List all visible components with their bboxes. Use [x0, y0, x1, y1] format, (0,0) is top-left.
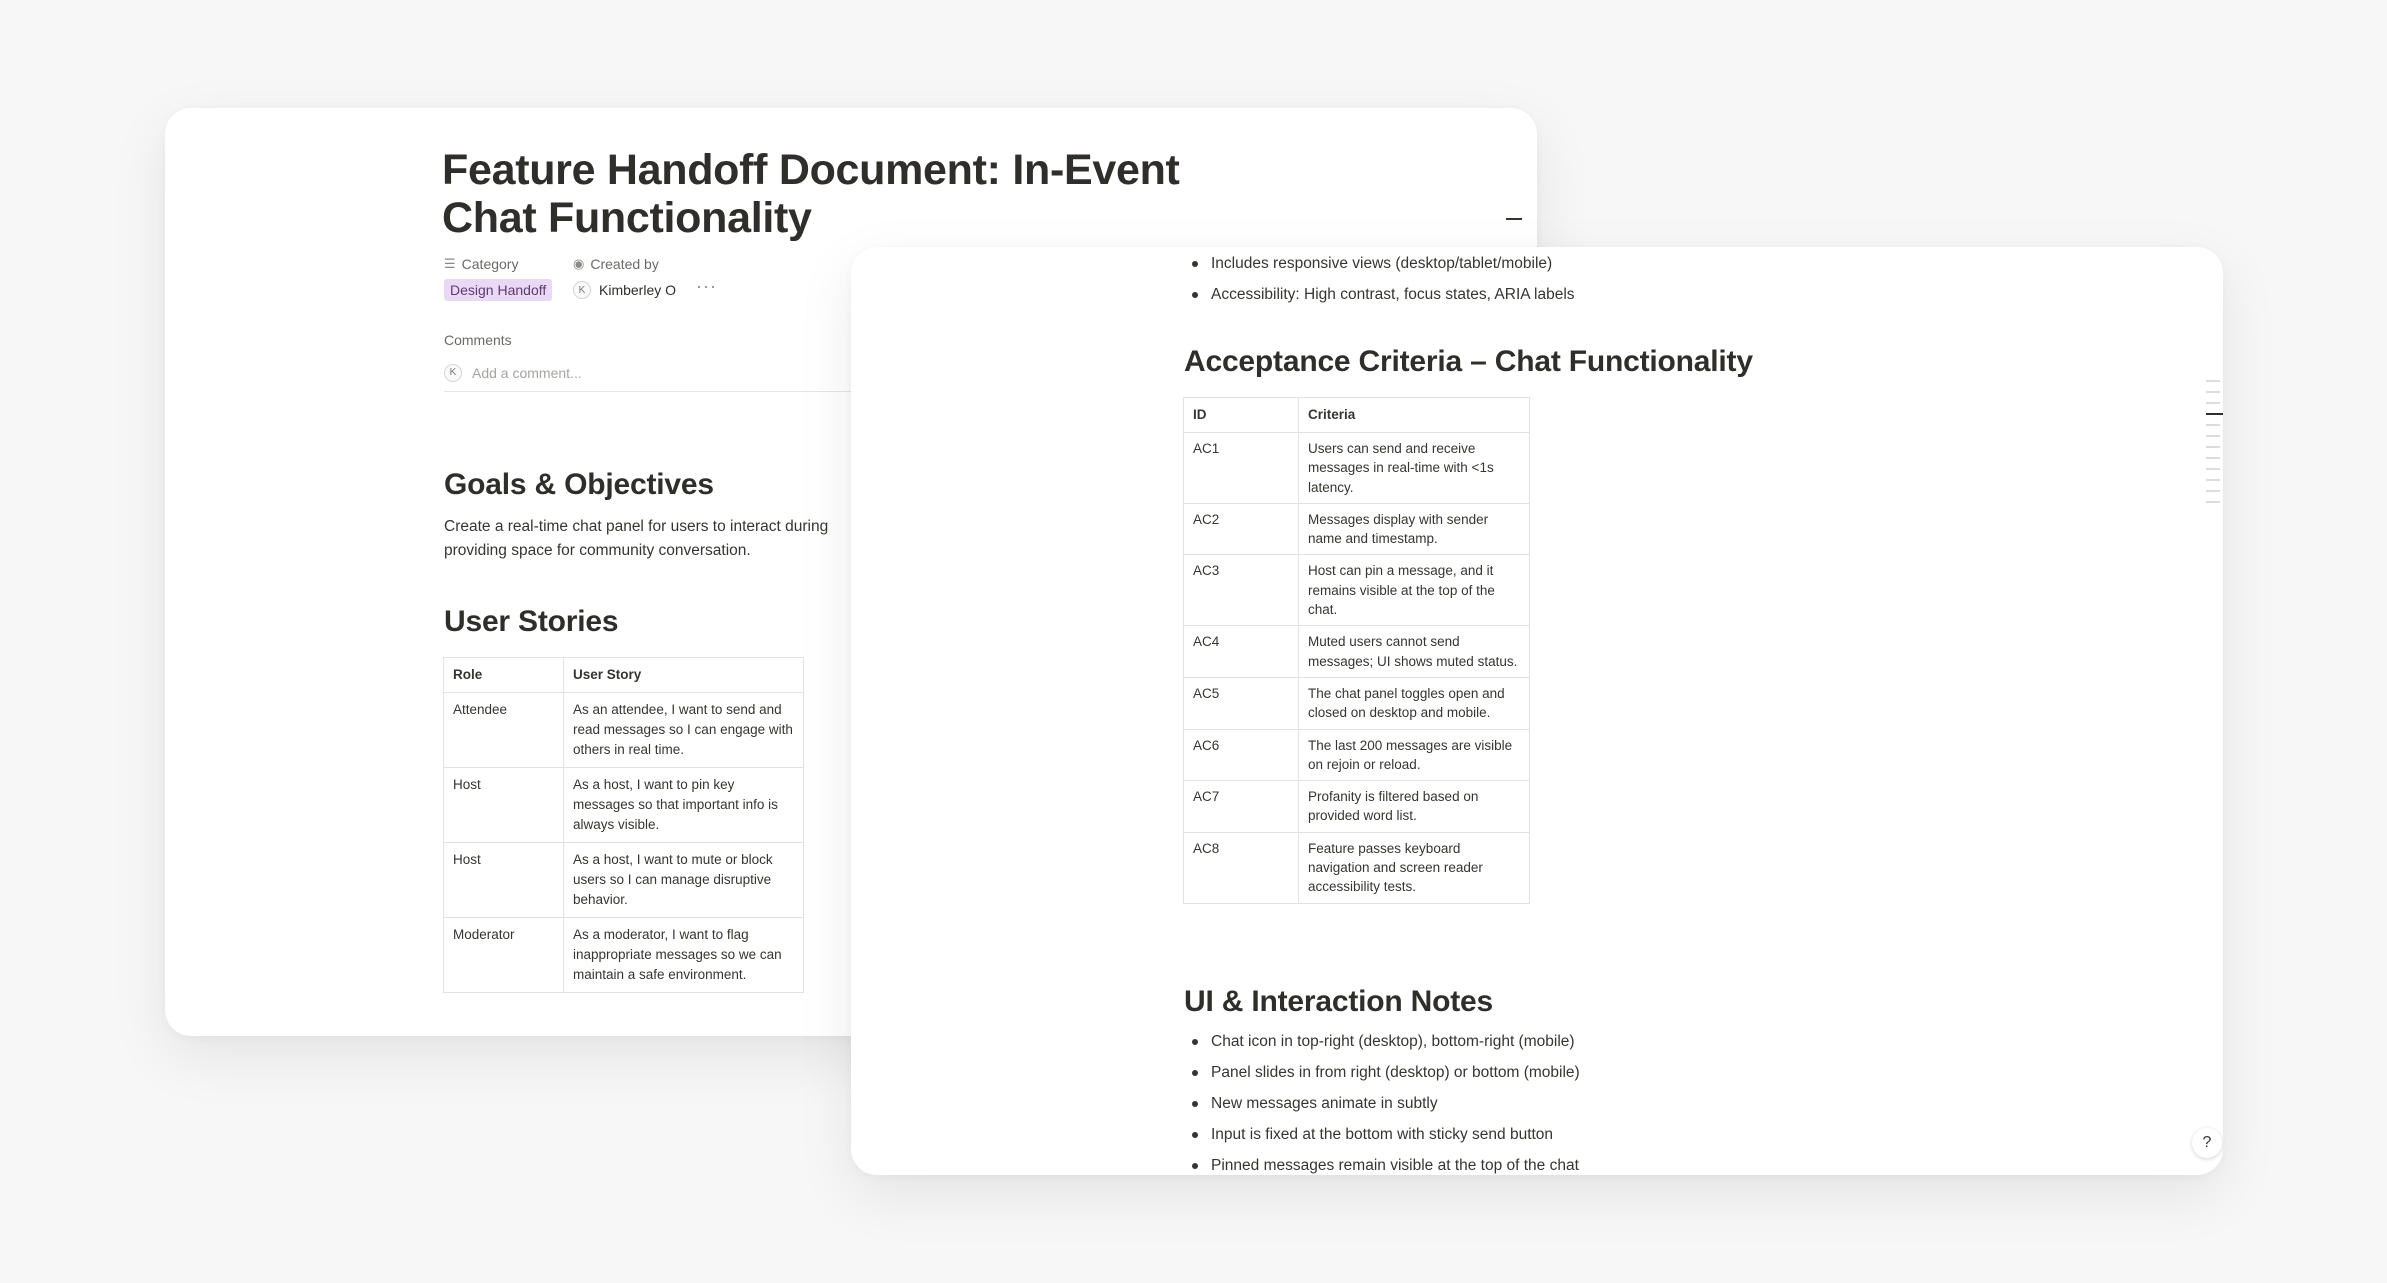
ui-notes-list — [1184, 1032, 1580, 1175]
id-cell: AC6 — [1184, 729, 1299, 781]
acceptance-criteria-table — [1183, 397, 1530, 904]
criteria-cell: Muted users cannot send messages; UI shows muted status. — [1299, 626, 1530, 678]
table-row — [1184, 729, 1530, 781]
comments-label: Comments — [444, 332, 512, 348]
criteria-cell: Users can send and receive messages in real-time with <1s latency. — [1299, 433, 1530, 504]
role-cell: Moderator — [444, 918, 564, 993]
toc-line[interactable] — [2206, 468, 2220, 470]
toc-line[interactable] — [2206, 446, 2220, 448]
help-icon: ? — [2202, 1134, 2212, 1151]
help-button[interactable] — [2192, 1128, 2222, 1158]
id-cell: AC5 — [1184, 677, 1299, 729]
toc-line[interactable] — [2206, 435, 2220, 437]
criteria-cell: Host can pin a message, and it remains visible at the top of the chat. — [1299, 555, 1530, 626]
responsive-bullet-list — [1184, 254, 1575, 316]
story-cell: As an attendee, I want to send and read messages so I can engage with others in real time. — [564, 693, 804, 768]
toc-line[interactable] — [2206, 490, 2220, 492]
table-row — [1184, 781, 1530, 833]
toc-line[interactable] — [2206, 501, 2220, 503]
toc-line[interactable] — [2206, 457, 2220, 459]
table-row — [444, 843, 804, 918]
id-cell: AC8 — [1184, 832, 1299, 903]
person-circle-icon: ◉ — [573, 256, 585, 271]
creator-name: Kimberley O — [599, 282, 677, 298]
id-cell: AC2 — [1184, 503, 1299, 555]
id-cell: AC7 — [1184, 781, 1299, 833]
goals-heading: Goals & Objectives — [444, 468, 714, 501]
role-cell: Attendee — [444, 693, 564, 768]
role-cell: Host — [444, 768, 564, 843]
creator-chip[interactable] — [573, 279, 676, 301]
minimize-icon[interactable] — [1506, 218, 1522, 220]
column-header: Role — [444, 658, 564, 693]
table-row — [1184, 555, 1530, 626]
criteria-cell: Messages display with sender name and timestamp. — [1299, 503, 1530, 555]
toc-line[interactable] — [2206, 402, 2220, 404]
criteria-cell: The chat panel toggles open and closed on desktop and mobile. — [1299, 677, 1530, 729]
column-header: ID — [1184, 398, 1299, 433]
goals-text: Create a real-time chat panel for users to interact during providing space for community conversation. — [444, 518, 829, 559]
id-cell: AC4 — [1184, 626, 1299, 678]
table-row — [1184, 503, 1530, 555]
list-icon: ☰ — [444, 256, 456, 271]
user-stories-heading: User Stories — [444, 605, 619, 638]
table-row — [1184, 677, 1530, 729]
role-cell: Host — [444, 843, 564, 918]
toc-line-active[interactable] — [2206, 413, 2223, 415]
list-item: Includes responsive views (desktop/tablet/mobile) — [1184, 254, 1575, 274]
ui-notes-heading: UI & Interaction Notes — [1184, 985, 1493, 1018]
acceptance-criteria-heading: Acceptance Criteria – Chat Functionality — [1184, 345, 1753, 378]
front-document-window — [851, 247, 2223, 1175]
story-cell: As a host, I want to mute or block users so I can manage disruptive behavior. — [564, 843, 804, 918]
table-row — [444, 693, 804, 768]
avatar: K — [573, 281, 591, 299]
toc-line[interactable] — [2206, 479, 2220, 481]
column-header: Criteria — [1299, 398, 1530, 433]
list-item: New messages animate in subtly — [1184, 1094, 1580, 1114]
toc-line[interactable] — [2206, 391, 2220, 393]
table-row — [1184, 433, 1530, 504]
property-created-by-label: ◉ Created by — [573, 256, 659, 272]
page-title: Feature Handoff Document: In-Event Chat Functionality — [442, 146, 1180, 242]
list-item: Input is fixed at the bottom with sticky send button — [1184, 1125, 1580, 1145]
table-row — [444, 768, 804, 843]
toc-line[interactable] — [2206, 424, 2220, 426]
comment-input[interactable] — [472, 365, 872, 381]
criteria-cell: Feature passes keyboard navigation and screen reader accessibility tests. — [1299, 832, 1530, 903]
table-header-row — [1184, 398, 1530, 433]
story-cell: As a moderator, I want to flag inappropriate messages so we can maintain a safe environment. — [564, 918, 804, 993]
id-cell: AC1 — [1184, 433, 1299, 504]
property-category-label: ☰ Category — [444, 256, 519, 272]
column-header: User Story — [564, 658, 804, 693]
list-item: Pinned messages remain visible at the top of the chat — [1184, 1156, 1580, 1175]
category-tag[interactable]: Design Handoff — [444, 279, 552, 301]
criteria-cell: The last 200 messages are visible on rejoin or reload. — [1299, 729, 1530, 781]
criteria-cell: Profanity is filtered based on provided word list. — [1299, 781, 1530, 833]
table-row — [1184, 626, 1530, 678]
list-item: Chat icon in top-right (desktop), bottom-right (mobile) — [1184, 1032, 1580, 1052]
table-header-row — [444, 658, 804, 693]
table-row — [444, 918, 804, 993]
more-options-icon[interactable]: ··· — [696, 276, 717, 296]
table-row — [1184, 832, 1530, 903]
table-of-contents-minimap[interactable] — [2206, 380, 2223, 512]
list-item: Accessibility: High contrast, focus states, ARIA labels — [1184, 285, 1575, 305]
id-cell: AC3 — [1184, 555, 1299, 626]
comment-avatar: K — [444, 364, 462, 382]
user-stories-table — [443, 657, 804, 993]
toc-line[interactable] — [2206, 380, 2220, 382]
story-cell: As a host, I want to pin key messages so that important info is always visible. — [564, 768, 804, 843]
list-item: Panel slides in from right (desktop) or bottom (mobile) — [1184, 1063, 1580, 1083]
